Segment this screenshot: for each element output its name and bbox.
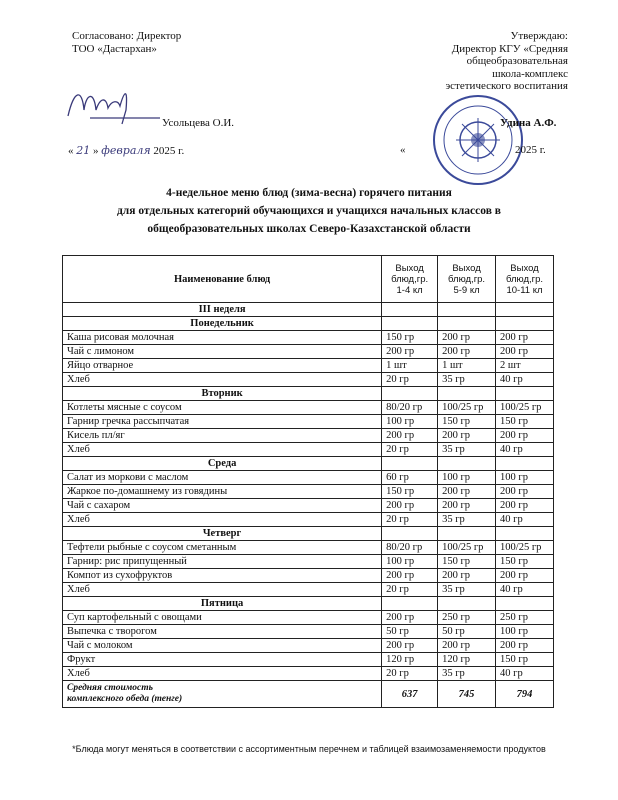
header-col-1-4: Выход блюд,гр. 1-4 кл (382, 256, 438, 303)
portion-5-9: 35 гр (438, 583, 496, 597)
portion-10-11: 200 гр (496, 639, 554, 653)
dish-name: Хлеб (63, 513, 382, 527)
day-row (63, 457, 554, 471)
header-col-5-9: Выход блюд,гр. 5-9 кл (438, 256, 496, 303)
portion-10-11: 150 гр (496, 555, 554, 569)
portion-5-9: 200 гр (438, 569, 496, 583)
table-row (63, 345, 554, 359)
portion-10-11: 40 гр (496, 443, 554, 457)
portion-1-4: 200 гр (382, 639, 438, 653)
approval-right-date: « 2025 г. (400, 144, 546, 156)
approval-left-line1: Согласовано: Директор (72, 30, 182, 42)
table-row (63, 569, 554, 583)
approver-right-name: Удина А.Ф. (500, 117, 557, 129)
portion-10-11: 100 гр (496, 625, 554, 639)
approval-right-line3: общеобразовательная (466, 55, 568, 67)
dish-name: Котлеты мясные с соусом (63, 401, 382, 415)
portion-10-11: 150 гр (496, 415, 554, 429)
dish-name: Фрукт (63, 653, 382, 667)
approval-left-date: « 21 » февраля 2025 г. (68, 144, 185, 157)
portion-1-4: 100 гр (382, 415, 438, 429)
portion-1-4: 20 гр (382, 667, 438, 681)
portion-5-9: 200 гр (438, 331, 496, 345)
week-row (63, 303, 554, 317)
portion-5-9: 100/25 гр (438, 401, 496, 415)
official-seal-icon (432, 94, 524, 191)
portion-5-9: 50 гр (438, 625, 496, 639)
day-row (63, 317, 554, 331)
portion-10-11: 200 гр (496, 485, 554, 499)
portion-5-9: 250 гр (438, 611, 496, 625)
total-cost-row (63, 681, 554, 708)
table-row (63, 639, 554, 653)
portion-1-4: 200 гр (382, 569, 438, 583)
document-title (40, 184, 578, 238)
dish-name: Суп картофельный с овощами (63, 611, 382, 625)
table-row (63, 415, 554, 429)
portion-10-11: 2 шт (496, 359, 554, 373)
portion-1-4: 100 гр (382, 555, 438, 569)
dish-name: Гарнир гречка рассыпчатая (63, 415, 382, 429)
portion-1-4: 200 гр (382, 429, 438, 443)
signature-left (60, 80, 160, 135)
portion-10-11: 150 гр (496, 653, 554, 667)
title-line2: для отдельных категорий обучающихся и учащихся начальных классов в (116, 205, 502, 217)
table-row (63, 541, 554, 555)
dish-name: Хлеб (63, 667, 382, 681)
table-row (63, 667, 554, 681)
portion-1-4: 20 гр (382, 583, 438, 597)
dish-name: Чай с лимоном (63, 345, 382, 359)
dish-name: Выпечка с творогом (63, 625, 382, 639)
day-label: Четверг (63, 527, 382, 541)
approval-right-line2: Директор КГУ «Средняя (451, 42, 568, 55)
portion-5-9: 200 гр (438, 429, 496, 443)
portion-10-11: 40 гр (496, 373, 554, 387)
dish-name: Яйцо отварное (63, 359, 382, 373)
portion-5-9: 35 гр (438, 373, 496, 387)
dish-name: Чай с сахаром (63, 499, 382, 513)
portion-5-9: 200 гр (438, 345, 496, 359)
table-row (63, 443, 554, 457)
day-label: Среда (63, 457, 382, 471)
portion-1-4: 80/20 гр (382, 541, 438, 555)
approval-right-line4: школа-комплекс (492, 67, 568, 80)
portion-5-9: 1 шт (438, 359, 496, 373)
portion-1-4: 20 гр (382, 513, 438, 527)
portion-10-11: 40 гр (496, 513, 554, 527)
portion-5-9: 100 гр (438, 471, 496, 485)
portion-5-9: 150 гр (438, 555, 496, 569)
header-dish-name: Наименование блюд (63, 256, 382, 303)
dish-name: Хлеб (63, 373, 382, 387)
table-row (63, 471, 554, 485)
portion-10-11: 200 гр (496, 569, 554, 583)
table-header-row (63, 256, 554, 303)
portion-10-11: 100/25 гр (496, 401, 554, 415)
portion-10-11: 100/25 гр (496, 541, 554, 555)
title-line1: 4-недельное меню блюд (зима-весна) горячего питания (166, 187, 452, 199)
dish-name: Салат из моркови с маслом (63, 471, 382, 485)
dish-name: Хлеб (63, 583, 382, 597)
dish-name: Хлеб (63, 443, 382, 457)
total-cost-label: Средняя стоимость комплексного обеда (тенге) (63, 681, 382, 708)
portion-10-11: 200 гр (496, 499, 554, 513)
dish-name: Жаркое по-домашнему из говядины (63, 485, 382, 499)
header-col-10-11: Выход блюд,гр. 10-11 кл (496, 256, 554, 303)
portion-5-9: 200 гр (438, 639, 496, 653)
dish-name: Каша рисовая молочная (63, 331, 382, 345)
day-row (63, 597, 554, 611)
portion-10-11: 200 гр (496, 345, 554, 359)
portion-5-9: 200 гр (438, 485, 496, 499)
portion-1-4: 200 гр (382, 611, 438, 625)
day-row (63, 387, 554, 401)
table-row (63, 401, 554, 415)
table-row (63, 583, 554, 597)
table-row (63, 485, 554, 499)
portion-1-4: 200 гр (382, 345, 438, 359)
table-row (63, 373, 554, 387)
portion-5-9: 100/25 гр (438, 541, 496, 555)
table-row (63, 331, 554, 345)
portion-1-4: 50 гр (382, 625, 438, 639)
day-row (63, 527, 554, 541)
portion-10-11: 250 гр (496, 611, 554, 625)
portion-1-4: 1 шт (382, 359, 438, 373)
portion-10-11: 40 гр (496, 667, 554, 681)
day-label: Понедельник (63, 317, 382, 331)
table-row (63, 513, 554, 527)
approval-right-line5: эстетического воспитания (445, 80, 568, 92)
dish-name: Тефтели рыбные с соусом сметанным (63, 541, 382, 555)
portion-1-4: 150 гр (382, 485, 438, 499)
dish-name: Кисель пл/яг (63, 429, 382, 443)
total-cost-5-9: 745 (438, 681, 496, 708)
dish-name: Компот из сухофруктов (63, 569, 382, 583)
portion-10-11: 200 гр (496, 429, 554, 443)
table-row (63, 653, 554, 667)
portion-1-4: 120 гр (382, 653, 438, 667)
table-row (63, 429, 554, 443)
portion-5-9: 150 гр (438, 415, 496, 429)
total-cost-1-4: 637 (382, 681, 438, 708)
date-day-handwritten: 21 (76, 144, 91, 157)
portion-5-9: 120 гр (438, 653, 496, 667)
menu-table (62, 255, 554, 708)
table-row (63, 625, 554, 639)
table-row (63, 359, 554, 373)
portion-5-9: 35 гр (438, 667, 496, 681)
approval-left (72, 30, 181, 56)
portion-10-11: 100 гр (496, 471, 554, 485)
day-label: Вторник (63, 387, 382, 401)
dish-name: Гарнир: рис припущенный (63, 555, 382, 569)
approval-right-line1: Утверждаю: (510, 30, 568, 42)
portion-1-4: 20 гр (382, 373, 438, 387)
week-label: III неделя (63, 303, 382, 317)
portion-5-9: 35 гр (438, 513, 496, 527)
table-row (63, 499, 554, 513)
approval-left-line2: ТОО «Дастархан» (72, 43, 157, 55)
portion-1-4: 200 гр (382, 499, 438, 513)
portion-10-11: 200 гр (496, 331, 554, 345)
day-label: Пятница (63, 597, 382, 611)
table-row (63, 555, 554, 569)
footnote: *Блюда могут меняться в соответствии с ассортиментным перечнем и таблицей взаимозаменяемости продуктов (72, 744, 546, 754)
portion-10-11: 40 гр (496, 583, 554, 597)
approval-right (445, 30, 568, 93)
portion-1-4: 20 гр (382, 443, 438, 457)
approver-left-name: Усольцева О.И. (162, 117, 235, 129)
table-row (63, 611, 554, 625)
portion-1-4: 60 гр (382, 471, 438, 485)
portion-1-4: 80/20 гр (382, 401, 438, 415)
portion-1-4: 150 гр (382, 331, 438, 345)
total-cost-10-11: 794 (496, 681, 554, 708)
portion-5-9: 200 гр (438, 499, 496, 513)
portion-5-9: 35 гр (438, 443, 496, 457)
dish-name: Чай с молоком (63, 639, 382, 653)
date-month-handwritten: февраля (101, 144, 151, 157)
title-line3: общеобразовательных школах Северо-Казахстанской области (147, 223, 471, 235)
